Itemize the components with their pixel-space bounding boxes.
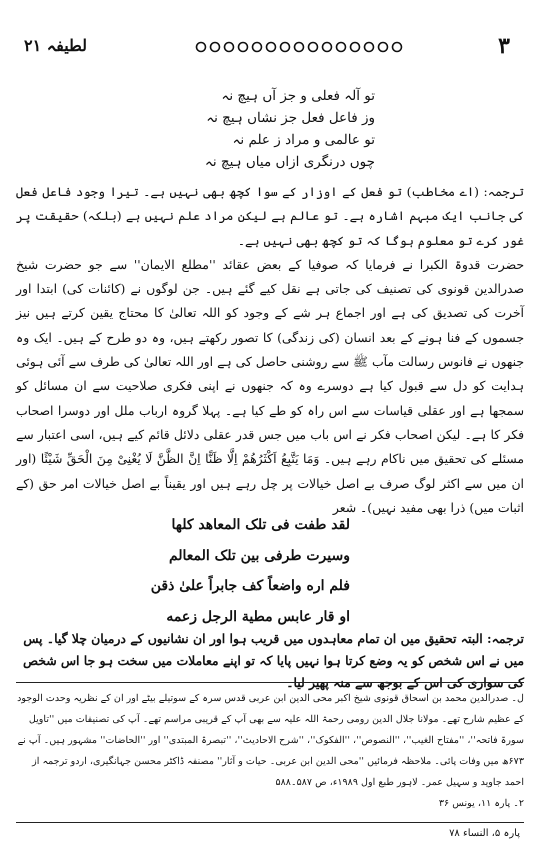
verse-line: تو آلہ فعلی و جز آں ہیچ نہ (221, 88, 375, 104)
verse-translation-paragraph: ترجمہ: (اے مخاطب) تو فعل کے اوزار کے سوا کچھ بھی نہیں ہے۔ تیرا وجود فاعل فعل کی جانب ایک مبہم اشارہ ہے۔ تو عالم ہے لیکن مراد علم نہیں ہے (بلکہ) حقیقت پر غور کرے تو معلوم ہوگا کہ تو کچھ بھی نہیں ہے۔ (16, 184, 524, 248)
verse-line: تو عالمی و مراد ز علم نہ (232, 132, 375, 148)
footnote: ل۔ صدرالدین محمد بن اسحاق قونوی شیخ اکبر محی الدین ابن عربی قدس سرہ کے سوتیلے بیٹے اور ان کے نظریہ وحدت الوجود کے عظیم شارح تھے۔ مولانا جلال الدین رومی رحمۃ اللہ علیہ سے بھی آپ کے قریبی مراسم تھے۔ آپ کی تصنیفات میں ''تاویل سورۃ فاتحہ''، ''مفتاح الغیب''، ''النصوص''، ''الفکوک''، ''شرح الاحادیث''، ''تبصرۃ المبتدی'' اور ''الحاضات'' مشہور ہیں۔ آپ نے ۶۷۳ھ میں وفات پائی۔ ملاحظہ فرمائیں ''محی الدین ابن عربی۔ حیات و آثار'' مصنفہ ڈاکٹر محسن جہانگیری، اردو ترجمہ از احمد جاوید و سہیل عمر۔ لاہور طبع اول ۱۹۸۹ء، ص ۵۸۷۔۵۸۸ (17, 693, 524, 788)
bottom-reference: پارہ ۵، النساء ۷۸ (449, 828, 520, 839)
page-header (18, 34, 522, 58)
arabic-poem (150, 510, 350, 632)
poem-translation: ترجمہ: البتہ تحقیق میں ان تمام معاہدوں میں قریب ہوا اور ان نشانیوں کے درمیان چلا گیا۔ پس میں نے اس شخص کو یہ وضع کرتا ہوا نہیں پایا کہ تو اپنے معاملات میں سخت ہو جا اس شخص کی سواری کی اس کے بوجھ سے منہ پھیر لیا۔ (23, 631, 524, 690)
poem-line: لقد طفت فی تلک المعاهد کلها (171, 517, 350, 533)
main-paragraph: حضرت قدوۃ الکبرا نے فرمایا کہ صوفیا کے بعض عقائد ''مطلع الایمان'' سے جو حضرت شیخ صدرالدین قونوی کی تصنیف کی جاتی ہے نقل کیے گئے ہیں۔ جن لوگوں نے (کائنات کی) ابتدا اور آخرت کی تصدیق کی ہے اور اجماع ہر شے کے وجود کو اللہ تعالیٰ کا محتاج یقین کرتے ہیں نیز جسموں کے فنا ہونے کے بعد انسان (کی زندگی) کا تصور رکھتے ہیں، وہ دو طرح کے ہیں۔ ایک وہ جنھوں نے فانوس رسالت مآب ﷺ سے روشنی حاصل کی ہے اور اللہ تعالیٰ کی طرف سے آئی ہوئی ہدایت کو دل سے قبول کیا ہے دوسرے وہ کہ جنھوں نے اپنی فکری صلاحیت سے ان مسائل کو سمجھا ہے اور عقلی قیاسات سے اس راہ کو طے کیا ہے۔ پہلا گروہ ارباب ملل اور دوسرا اصحاب فکر کا ہے۔ لیکن اصحاب فکر نے اس باب میں جس قدر عقلی دلائل قائم کیے ہیں، اسی اعتبار سے مسئلے کی تحقیق میں ناکام رہے ہیں۔ وَمَا یَتَّبِعُ اَکْثَرُهُمْ اِلَّا ظَنًّا اِنَّ الظَّنَّ لَا یُغْنِیْ مِنَ الْحَقِّ شَیْئًا (اور ان میں سے اکثر لوگ صرف بے اصل خیالات پر چل رہے ہیں اور یقیناً بے اصل خیالات امر حق (کے اثبات میں) ذرا بھی مفید نہیں)۔ شعر (16, 256, 524, 515)
body-text (16, 180, 524, 520)
chapter-title: لطیفہ ۲۱ (24, 36, 88, 55)
footnotes (16, 688, 524, 814)
chain-ornament (193, 41, 403, 53)
persian-verses (175, 85, 375, 173)
footnote-divider (16, 822, 524, 823)
footnote: ۲۔ پارہ ۱۱، یونس ۳۶ (438, 798, 524, 809)
verse-line: وز فاعل فعل جز نشاں ہیچ نہ (206, 110, 375, 126)
page-number: ۳ (498, 33, 510, 59)
footnote-divider (16, 682, 524, 683)
verse-line: چوں درنگری ازاں میاں ہیچ نہ (204, 154, 375, 170)
poem-line: وسیرت طرفی بین تلک المعالم (168, 547, 350, 564)
poem-line: فلم اره واضعاً کف جابراً علیٰ ذقن (150, 578, 350, 594)
poem-line: او قار عابس مطیة الرجل زعمه (166, 608, 350, 625)
